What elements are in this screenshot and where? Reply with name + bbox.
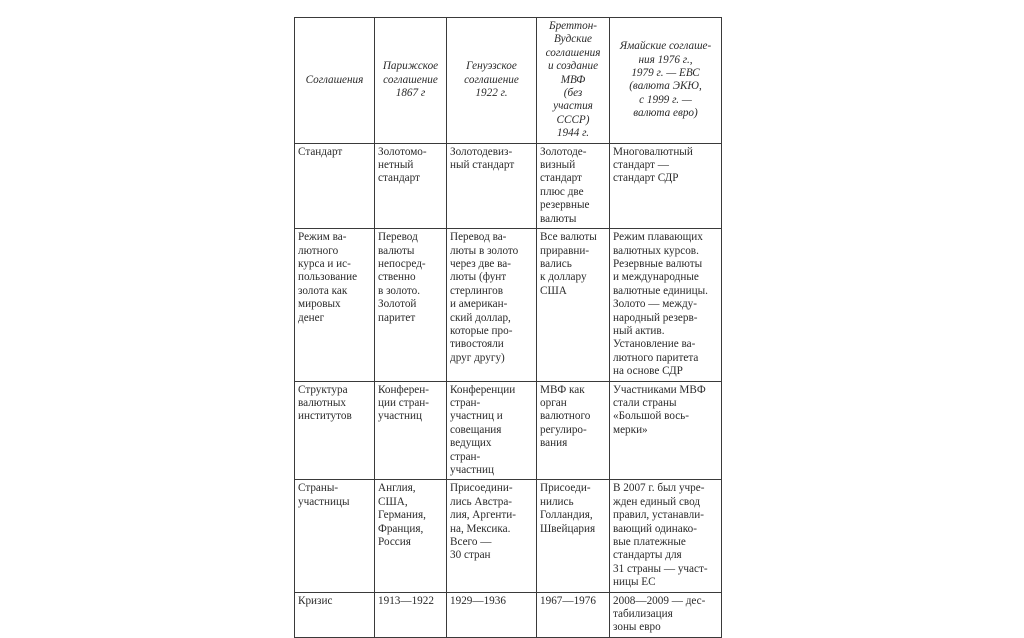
row-label-crisis: Кризис bbox=[295, 592, 375, 637]
table-row bbox=[295, 592, 722, 637]
table-header-row bbox=[295, 18, 722, 144]
table-cell: Англия, США, Германия, Франция, Россия bbox=[375, 480, 447, 592]
table-cell: 2008—2009 — дес- табилизация зоны евро bbox=[610, 592, 722, 637]
table-row bbox=[295, 480, 722, 592]
header-genoa: Генуэзское соглашение 1922 г. bbox=[447, 18, 537, 144]
table-cell: Все валюты приравни- вались к доллару США bbox=[537, 229, 610, 381]
table-cell: Участниками МВФ стали страны «Большой вось- мерки» bbox=[610, 381, 722, 480]
table-cell: Золотодевиз- ный стандарт bbox=[447, 143, 537, 228]
table-cell: МВФ как орган валютного регулиро- вания bbox=[537, 381, 610, 480]
table-cell: 1913—1922 bbox=[375, 592, 447, 637]
row-label-exchange-regime: Режим ва- лютного курса и ис- пользование золота как мировых денег bbox=[295, 229, 375, 381]
table-cell: В 2007 г. был учре- жден единый свод правил, устанавли- вающий одинако- вые платежные стандарты для 31 страны — участ- ницы ЕС bbox=[610, 480, 722, 592]
header-paris: Парижское соглашение 1867 г bbox=[375, 18, 447, 144]
table-cell: Многовалютный стандарт — стандарт СДР bbox=[610, 143, 722, 228]
table-cell: Присоеди- нились Голландия, Швейцария bbox=[537, 480, 610, 592]
table-row bbox=[295, 381, 722, 480]
document-page bbox=[294, 17, 726, 634]
header-jamaica: Ямайские соглаше- ния 1976 г., 1979 г. — ЕВС (валюта ЭКЮ, с 1999 г. — валюта евро) bbox=[610, 18, 722, 144]
currency-systems-table bbox=[294, 17, 722, 638]
table-cell: Перевод валюты непосред- ственно в золото. Золотой паритет bbox=[375, 229, 447, 381]
table-row bbox=[295, 143, 722, 228]
table-cell: Присоедини- лись Австра- лия, Аргенти- на, Мексика. Всего — 30 стран bbox=[447, 480, 537, 592]
table-cell: 1967—1976 bbox=[537, 592, 610, 637]
table-cell: 1929—1936 bbox=[447, 592, 537, 637]
row-label-institutions: Структура валютных институтов bbox=[295, 381, 375, 480]
row-label-participants: Страны- участницы bbox=[295, 480, 375, 592]
table-cell: Золотоде- визный стандарт плюс две резервные валюты bbox=[537, 143, 610, 228]
table-cell: Конферен- ции стран- участниц bbox=[375, 381, 447, 480]
row-label-standard: Стандарт bbox=[295, 143, 375, 228]
table-cell: Перевод ва- люты в золото через две ва- люты (фунт стерлингов и американ- ский доллар, которые про- тивостояли друг другу) bbox=[447, 229, 537, 381]
table-cell: Золотомо- нетный стандарт bbox=[375, 143, 447, 228]
header-bretton-woods: Бреттон- Вудские соглашения и создание МВФ (без участия СССР) 1944 г. bbox=[537, 18, 610, 144]
header-agreements: Соглашения bbox=[295, 18, 375, 144]
table-row bbox=[295, 229, 722, 381]
table-cell: Режим плавающих валютных курсов. Резервные валюты и международные валютные единицы. Золото — между- народный резерв- ный актив. Установление ва- лютного паритета на основе СДР bbox=[610, 229, 722, 381]
table-cell: Конференции стран- участниц и совещания ведущих стран- участниц bbox=[447, 381, 537, 480]
